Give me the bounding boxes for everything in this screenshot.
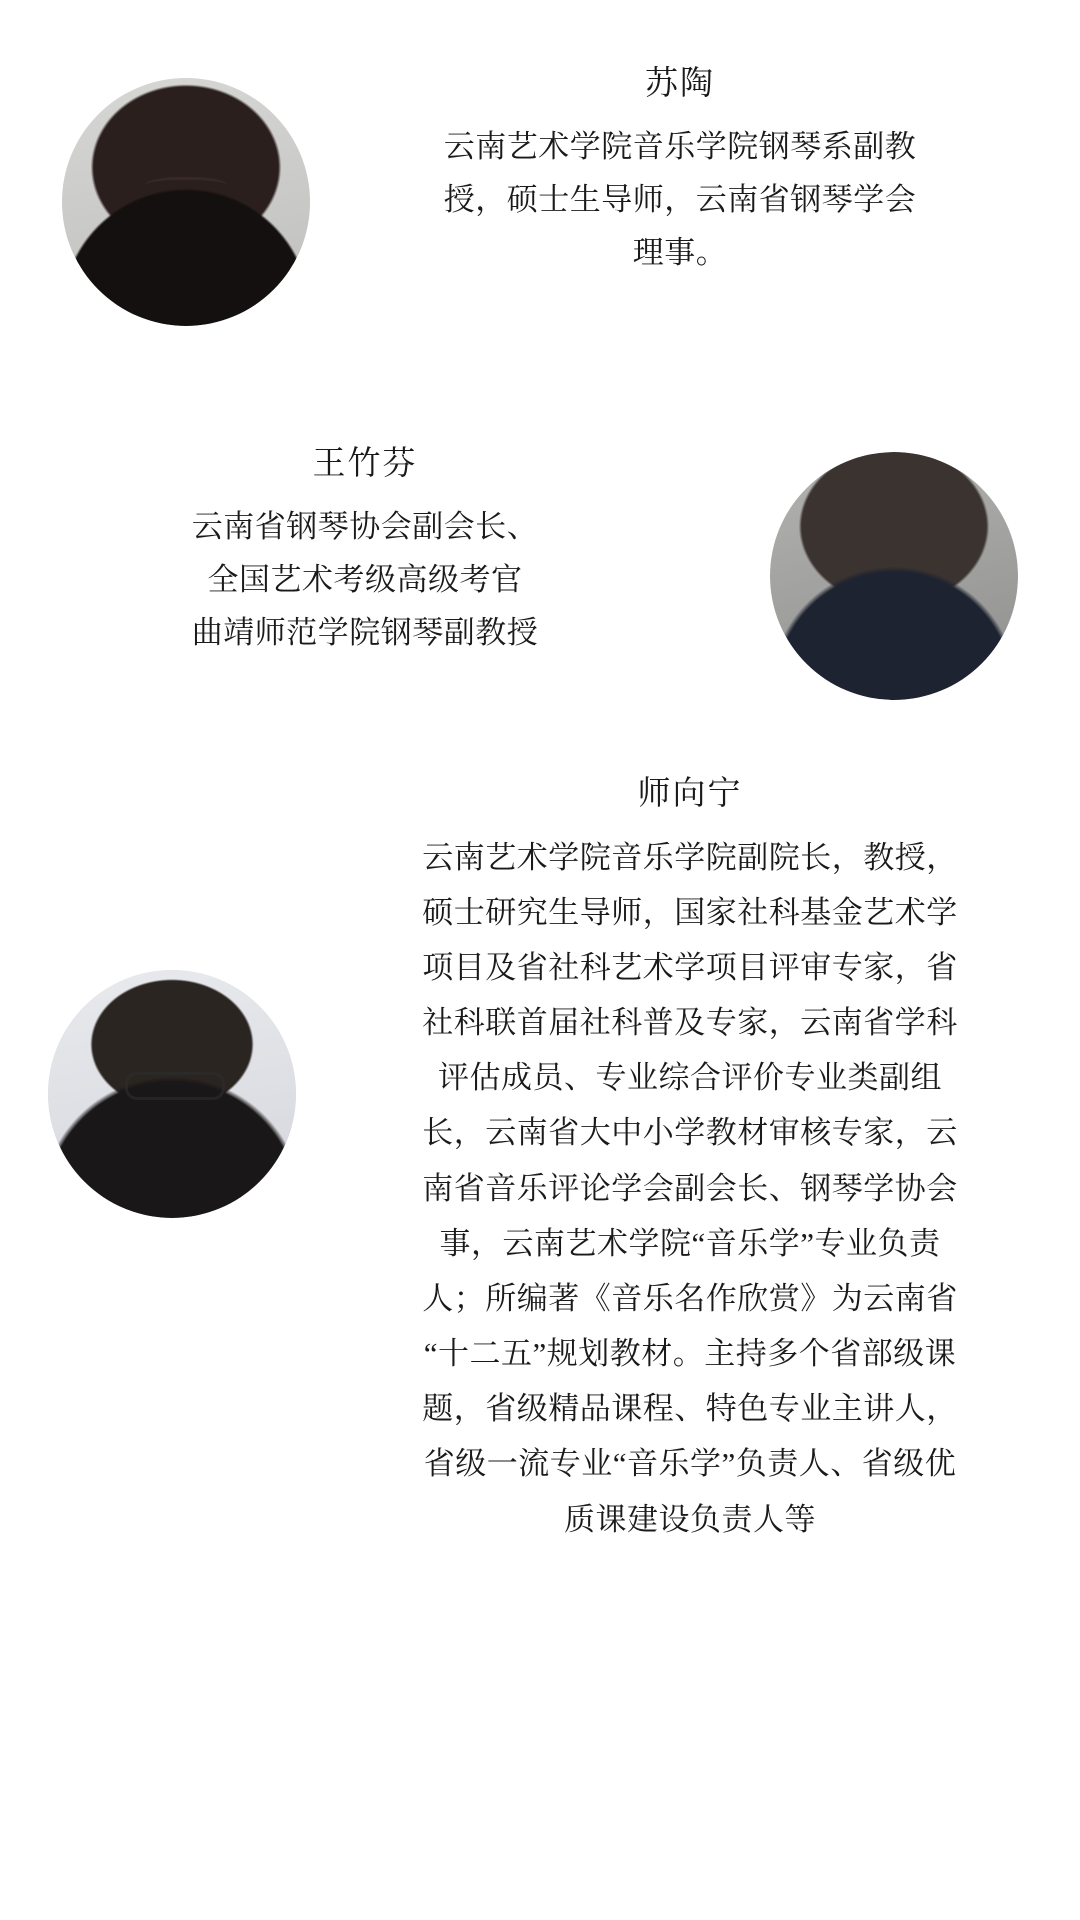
description-line: 云南艺术学院音乐学院副院长，教授， [422,839,958,875]
description-line: “十二五”规划教材。主持多个省部级课 [423,1336,957,1372]
description-line: 云南艺术学院音乐学院钢琴系副教 [443,128,917,164]
avatar [62,78,310,326]
description-line: 全国艺术考级高级考官 [207,561,523,597]
description-line: 曲靖师范学院钢琴副教授 [191,615,539,651]
description-line: 事，云南艺术学院“音乐学”专业负责 [439,1225,941,1261]
person-name: 苏陶 [645,66,715,102]
person-description [45,500,685,660]
description-line: 质课建设负责人等 [564,1501,816,1537]
description-line: 授，硕士生导师，云南省钢琴学会 [443,181,917,217]
description-line: 项目及省社科艺术学项目评审专家，省 [422,949,958,985]
description-line: 理事。 [632,235,728,271]
portrait-photo-shi-xiangning [48,970,296,1218]
person-name: 王竹芬 [312,446,418,482]
profile-su-tao [0,60,1080,400]
person-name: 师向宁 [637,776,743,812]
description-line: 云南省钢琴协会副会长、 [191,508,539,544]
description-line: 长，云南省大中小学教材审核专家，云 [422,1115,958,1151]
profile-wang-zhufen [0,440,1080,740]
person-description [340,830,1040,1547]
profile-text-column [340,770,1040,1547]
profile-text-column [45,440,685,659]
description-line: 硕士研究生导师，国家社科基金艺术学 [422,894,958,930]
avatar [48,970,296,1218]
description-line: 评估成员、专业综合评价专业类副组 [438,1060,942,1096]
portrait-photo-su-tao [62,78,310,326]
person-description [330,120,1030,280]
description-line: 南省音乐评论学会副会长、钢琴学协会 [422,1170,958,1206]
description-line: 社科联首届社科普及专家，云南省学科 [422,1005,958,1041]
description-line: 人；所编著《音乐名作欣赏》为云南省 [422,1280,958,1316]
portrait-photo-wang-zhufen [770,452,1018,700]
avatar [770,452,1018,700]
description-line: 省级一流专业“音乐学”负责人、省级优 [423,1446,957,1482]
description-line: 题，省级精品课程、特色专业主讲人， [422,1391,958,1427]
profile-text-column [330,60,1030,279]
profile-shi-xiangning [0,770,1080,1890]
